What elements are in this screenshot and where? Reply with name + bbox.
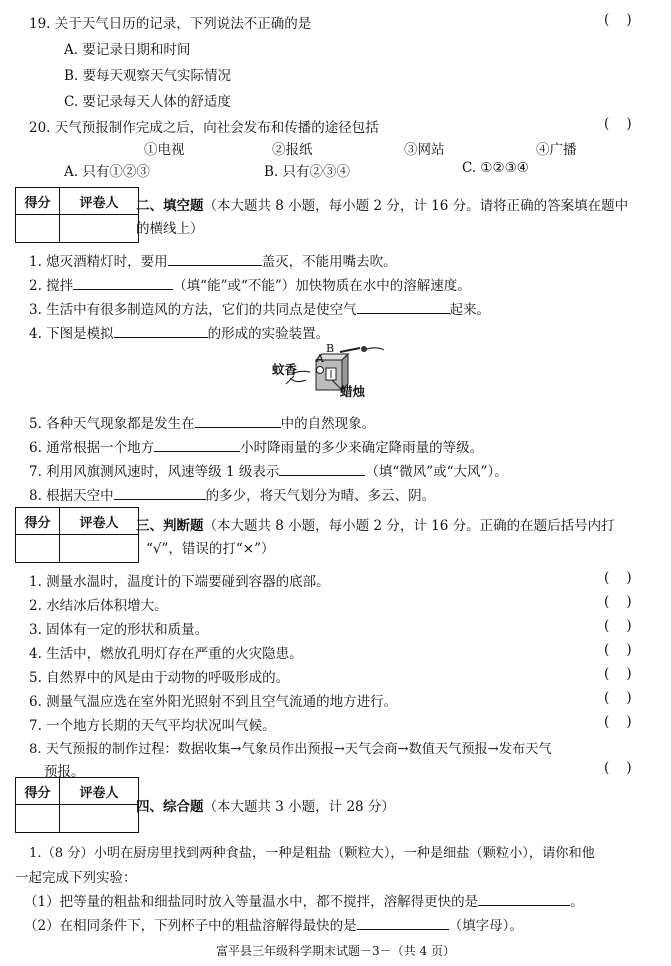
section3-header bbox=[136, 514, 615, 534]
answer-blank[interactable] bbox=[73, 276, 173, 290]
judge-item-7: 7. 一个地方长期的天气平均状况叫气候。 bbox=[29, 718, 276, 734]
q20-paren: ( ) bbox=[604, 116, 632, 132]
answer-blank[interactable] bbox=[478, 892, 570, 906]
section2-desc-2: 的横线上） bbox=[136, 221, 204, 237]
fill-item-post: 中的自然现象。 bbox=[280, 416, 376, 432]
q20-stem: 20. 天气预报制作完成之后，向社会发布和传播的途径包括 bbox=[29, 120, 379, 136]
section2-desc-1: （本大题共 8 小题，每小题 2 分，计 16 分。请将正确的答案填在题中 bbox=[203, 198, 629, 214]
q19-option-a: A. 要记录日期和时间 bbox=[64, 42, 191, 58]
fill-item-pre: 3. 生活中有很多制造风的方法，它们的共同点是使空气 bbox=[29, 302, 357, 318]
fill-item-post: 盖灭，不能用嘴去吹。 bbox=[261, 254, 397, 270]
q19-option-c: C. 要记录每天人体的舒适度 bbox=[64, 94, 231, 110]
judge-paren-1[interactable]: ( ) bbox=[604, 570, 632, 586]
judge-item-2: 2. 水结冰后体积增大。 bbox=[29, 598, 168, 614]
sub2-post: （填字母）。 bbox=[448, 918, 523, 934]
fill-item-1 bbox=[29, 250, 397, 270]
q1-line-2: 一起完成下列实验： bbox=[15, 870, 137, 886]
judge-paren-7[interactable]: ( ) bbox=[604, 714, 632, 730]
label-a: A bbox=[316, 352, 324, 365]
judge-paren-8[interactable]: ( ) bbox=[604, 760, 632, 776]
q1-sub-1 bbox=[24, 890, 584, 910]
fill-item-post: 的多少，将天气划分为晴、多云、阴。 bbox=[205, 488, 436, 504]
grader-label: 评卷人 bbox=[60, 508, 138, 535]
judge-item-1: 1. 测量水温时，温度计的下端要碰到容器的底部。 bbox=[29, 574, 330, 590]
answer-blank[interactable] bbox=[168, 252, 262, 266]
judge-item-8: 8. 天气预报的制作过程：数据收集→气象员作出预报→天气会商→数值天气预报→发布天气 bbox=[29, 742, 552, 757]
score-label: 得分 bbox=[16, 188, 60, 215]
fill-item-post: 小时降雨量的多少来确定降雨量的等级。 bbox=[240, 440, 484, 456]
grader-cell bbox=[60, 805, 138, 832]
sub2-pre: （2）在相同条件下，下列杯子中的粗盐溶解得最快的是 bbox=[24, 918, 357, 934]
score-cell[interactable] bbox=[16, 215, 60, 242]
q20-item-3: ③网站 bbox=[404, 142, 445, 158]
section3-desc-2: “√”，错误的打“×”） bbox=[146, 541, 275, 557]
judge-item-3: 3. 固体有一定的形状和质量。 bbox=[29, 622, 209, 638]
answer-blank[interactable] bbox=[114, 486, 206, 500]
answer-blank[interactable] bbox=[114, 324, 208, 338]
fill-item-pre: 4. 下图是模拟 bbox=[29, 326, 114, 342]
grader-cell bbox=[60, 535, 138, 562]
grader-label: 评卷人 bbox=[60, 778, 138, 805]
fill-item-post: （填“微风”或“大风”）。 bbox=[365, 464, 508, 480]
score-label: 得分 bbox=[16, 508, 60, 535]
judge-paren-3[interactable]: ( ) bbox=[604, 618, 632, 634]
fill-item-pre: 7. 利用风旗测风速时，风速等级 1 级表示 bbox=[29, 464, 280, 480]
fill-item-3 bbox=[29, 298, 490, 318]
q1-line-1: 1.（8 分）小明在厨房里找到两种食盐，一种是粗盐（颗粒大），一种是细盐（颗粒小），请你和他 bbox=[29, 846, 595, 861]
q20-option-a: A. 只有①②③ bbox=[64, 164, 150, 180]
judge-item-5: 5. 自然界中的风是由于动物的呼吸形成的。 bbox=[29, 670, 290, 686]
q19-paren: ( ) bbox=[604, 12, 632, 28]
grader-label: 评卷人 bbox=[60, 188, 138, 215]
answer-blank[interactable] bbox=[357, 300, 450, 314]
judge-paren-5[interactable]: ( ) bbox=[604, 666, 632, 682]
q19-option-b: B. 要每天观察天气实际情况 bbox=[64, 68, 232, 84]
section3-desc-1: （本大题共 8 小题，每小题 2 分，计 16 分。正确的在题后括号内打 bbox=[203, 518, 615, 534]
fill-item-pre: 2. 搅拌 bbox=[29, 278, 74, 294]
box-apparatus-icon bbox=[282, 344, 392, 402]
page-footer: 富平县三年级科学期末试题－3－（共 4 页） bbox=[216, 944, 455, 958]
judge-paren-4[interactable]: ( ) bbox=[604, 642, 632, 658]
fill-item-post: 起来。 bbox=[449, 302, 491, 318]
q20-option-c: C. ①②③④ bbox=[462, 160, 529, 176]
score-box-section4 bbox=[15, 777, 139, 833]
q20-item-1: ①电视 bbox=[144, 142, 185, 158]
fill-item-6 bbox=[29, 436, 483, 456]
fill-item-5 bbox=[29, 412, 375, 432]
fill-item-pre: 6. 通常根据一个地方 bbox=[29, 440, 155, 456]
judge-item-4: 4. 生活中，燃放孔明灯存在严重的火灾隐患。 bbox=[29, 646, 303, 662]
fill-item-8 bbox=[29, 484, 435, 504]
answer-blank[interactable] bbox=[154, 438, 240, 452]
fill-item-2 bbox=[29, 274, 471, 294]
judge-paren-6[interactable]: ( ) bbox=[604, 690, 632, 706]
fill-item-post: （填“能”或“不能”）加快物质在水中的溶解速度。 bbox=[173, 278, 471, 294]
label-incense: 蚊香 bbox=[272, 362, 298, 377]
q19-stem: 19. 关于天气日历的记录，下列说法不正确的是 bbox=[29, 16, 312, 32]
answer-blank[interactable] bbox=[195, 414, 281, 428]
q1-sub-2 bbox=[24, 914, 523, 934]
section4-heading: 四、综合题 bbox=[136, 799, 204, 815]
section4-header bbox=[136, 795, 395, 815]
fill-item-pre: 5. 各种天气现象都是发生在 bbox=[29, 416, 195, 432]
q20-item-4: ④广播 bbox=[536, 142, 577, 158]
answer-blank[interactable] bbox=[279, 462, 365, 476]
answer-blank[interactable] bbox=[357, 916, 449, 930]
section2-heading: 二、填空题 bbox=[136, 198, 204, 214]
sub1-pre: （1）把等量的粗盐和细盐同时放入等量温水中，都不搅拌，溶解得更快的是 bbox=[24, 894, 479, 910]
q20-item-2: ②报纸 bbox=[272, 142, 313, 158]
score-cell[interactable] bbox=[16, 535, 60, 562]
fill-item-pre: 1. 熄灭酒精灯时，要用 bbox=[29, 254, 168, 270]
experiment-figure bbox=[272, 342, 392, 402]
fill-item-4 bbox=[29, 322, 329, 342]
judge-item-6: 6. 测量气温应选在室外阳光照射不到且空气流通的地方进行。 bbox=[29, 694, 398, 710]
section2-header bbox=[136, 194, 628, 214]
fill-item-post: 的形成的实验装置。 bbox=[207, 326, 330, 342]
label-b: B bbox=[326, 342, 335, 355]
label-candle: 蜡烛 bbox=[340, 384, 366, 399]
section4-desc: （本大题共 3 小题，计 28 分） bbox=[203, 799, 395, 815]
fill-item-7 bbox=[29, 460, 508, 480]
judge-item-8-cont: 预报。 bbox=[44, 764, 85, 780]
sub1-post: 。 bbox=[570, 894, 584, 910]
score-box-section2 bbox=[15, 187, 139, 243]
section3-heading: 三、判断题 bbox=[136, 518, 204, 534]
grader-cell bbox=[60, 215, 138, 242]
score-box-section3 bbox=[15, 507, 139, 563]
fill-item-pre: 8. 根据天空中 bbox=[29, 488, 114, 504]
score-cell[interactable] bbox=[16, 805, 60, 832]
q20-option-b: B. 只有②③④ bbox=[264, 164, 351, 180]
judge-paren-2[interactable]: ( ) bbox=[604, 594, 632, 610]
score-label: 得分 bbox=[16, 778, 60, 805]
